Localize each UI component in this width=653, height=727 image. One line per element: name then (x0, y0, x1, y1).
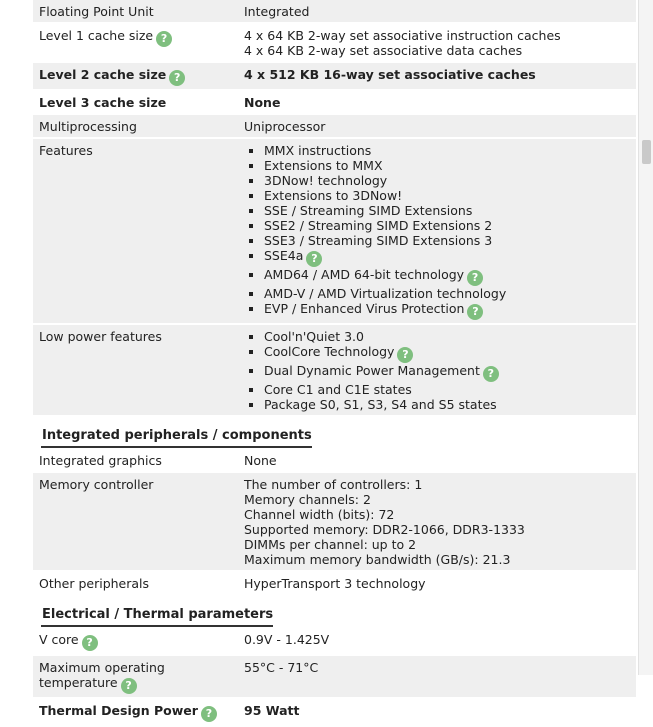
section-heading-electrical (33, 596, 636, 628)
spec-value-line: The number of controllers: 1 (244, 477, 423, 492)
spec-value (240, 325, 636, 415)
section-heading-peripherals (33, 417, 636, 449)
spec-row (33, 473, 636, 570)
spec-value-line: None (244, 95, 281, 110)
spec-row (33, 115, 636, 137)
help-icon[interactable]: ? (156, 31, 172, 47)
spec-label-text: Memory controller (39, 477, 154, 492)
help-icon[interactable]: ? (121, 678, 137, 694)
feature-item (264, 344, 632, 363)
feature-item (264, 382, 632, 397)
feature-text: Extensions to MMX (264, 158, 383, 173)
spec-label: Low power features (39, 329, 162, 344)
spec-label-text: Maximum operating temperature (39, 660, 165, 690)
help-icon[interactable]: ? (483, 366, 499, 382)
help-icon[interactable]: ? (467, 304, 483, 320)
feature-item (264, 248, 632, 267)
feature-item (264, 397, 632, 412)
feature-item (264, 218, 632, 233)
spec-value-line: 4 x 64 KB 2-way set associative instruction caches (244, 28, 561, 43)
spec-value (240, 699, 636, 721)
spec-value-line: Memory channels: 2 (244, 492, 371, 507)
spec-value-line: Maximum memory bandwidth (GB/s): 21.3 (244, 552, 511, 567)
feature-text: MMX instructions (264, 143, 372, 158)
feature-text: Cool'n'Quiet 3.0 (264, 329, 364, 344)
spec-label-text: Integrated graphics (39, 453, 162, 468)
spec-row (33, 699, 636, 725)
spec-value-line: 55°C - 71°C (244, 660, 319, 675)
spec-label (33, 91, 240, 113)
spec-value (240, 572, 636, 594)
help-icon[interactable]: ? (169, 70, 185, 86)
feature-item (264, 143, 632, 158)
feature-text: Dual Dynamic Power Management (264, 363, 480, 378)
spec-value (240, 115, 636, 137)
spec-value (240, 139, 636, 323)
help-icon[interactable]: ? (467, 270, 483, 286)
spec-table-cache (33, 0, 636, 137)
feature-text: AMD-V / AMD Virtualization technology (264, 286, 507, 301)
spec-value-line: DIMMs per channel: up to 2 (244, 537, 417, 552)
feature-text: CoolCore Technology (264, 344, 395, 359)
spec-label (33, 63, 240, 89)
spec-table-peripherals (33, 449, 636, 594)
help-icon[interactable]: ? (82, 635, 98, 651)
spec-value-line: None (244, 453, 277, 468)
feature-item (264, 363, 632, 382)
spec-label-text: V core (39, 632, 79, 647)
low-power-list (244, 329, 632, 412)
spec-label (33, 656, 240, 697)
spec-row (33, 449, 636, 471)
spec-label-text: Multiprocessing (39, 119, 137, 134)
feature-text: SSE / Streaming SIMD Extensions (264, 203, 473, 218)
feature-text: SSE4a (264, 248, 304, 263)
vertical-scrollbar[interactable] (638, 0, 653, 675)
feature-text: Core C1 and C1E states (264, 382, 412, 397)
help-icon[interactable]: ? (201, 706, 217, 722)
help-icon[interactable]: ? (306, 251, 322, 267)
spec-row (33, 0, 636, 22)
spec-label-text: Floating Point Unit (39, 4, 154, 19)
feature-item (264, 233, 632, 248)
feature-item (264, 329, 632, 344)
spec-value (240, 473, 636, 570)
spec-value-line: Uniprocessor (244, 119, 326, 134)
spec-label-text: Level 1 cache size (39, 28, 154, 43)
spec-value (240, 24, 636, 61)
spec-row-low-power (33, 325, 636, 415)
spec-label (33, 0, 240, 22)
feature-text: 3DNow! technology (264, 173, 388, 188)
spec-label (33, 628, 240, 654)
spec-value-line: 4 x 512 KB 16-way set associative caches (244, 67, 536, 82)
spec-row-features (33, 139, 636, 323)
spec-label-text: Level 2 cache size (39, 67, 167, 82)
spec-table-electrical (33, 628, 636, 725)
cpu-spec-content (33, 0, 636, 727)
spec-value-line: 4 x 64 KB 2-way set associative data caches (244, 43, 523, 58)
spec-value (240, 63, 636, 85)
spec-value-line: Channel width (bits): 72 (244, 507, 395, 522)
feature-item (264, 158, 632, 173)
spec-value (240, 91, 636, 113)
help-icon[interactable]: ? (397, 347, 413, 363)
scrollbar-thumb[interactable] (642, 140, 651, 164)
spec-value-line: HyperTransport 3 technology (244, 576, 426, 591)
features-list (244, 143, 632, 320)
feature-text: EVP / Enhanced Virus Protection (264, 301, 465, 316)
spec-value (240, 449, 636, 471)
spec-label-text: Other peripherals (39, 576, 150, 591)
spec-row (33, 628, 636, 654)
spec-row (33, 656, 636, 697)
feature-item (264, 173, 632, 188)
spec-value (240, 0, 636, 22)
spec-value-line: Supported memory: DDR2-1066, DDR3-1333 (244, 522, 525, 537)
spec-value-line: 95 Watt (244, 703, 300, 718)
feature-text: SSE3 / Streaming SIMD Extensions 3 (264, 233, 493, 248)
feature-text: AMD64 / AMD 64-bit technology (264, 267, 465, 282)
spec-label (33, 115, 240, 137)
spec-value-line: 0.9V - 1.425V (244, 632, 330, 647)
spec-row (33, 572, 636, 594)
spec-row (33, 63, 636, 89)
feature-text: Package S0, S1, S3, S4 and S5 states (264, 397, 497, 412)
feature-item (264, 203, 632, 218)
feature-item (264, 286, 632, 301)
feature-item (264, 188, 632, 203)
spec-value-line: Integrated (244, 4, 310, 19)
spec-row (33, 24, 636, 61)
feature-text: SSE2 / Streaming SIMD Extensions 2 (264, 218, 493, 233)
spec-label (33, 449, 240, 471)
spec-label (33, 572, 240, 594)
spec-label (33, 24, 240, 50)
section-title: Electrical / Thermal parameters (41, 607, 273, 627)
section-title: Integrated peripherals / components (41, 428, 312, 448)
spec-label (33, 699, 240, 725)
feature-item (264, 267, 632, 286)
spec-label: Features (39, 143, 93, 158)
spec-row (33, 91, 636, 113)
spec-label (33, 473, 240, 495)
feature-text: Extensions to 3DNow! (264, 188, 403, 203)
spec-value (240, 628, 636, 650)
spec-label-text: Level 3 cache size (39, 95, 167, 110)
spec-label-text: Thermal Design Power (39, 703, 198, 718)
feature-item (264, 301, 632, 320)
